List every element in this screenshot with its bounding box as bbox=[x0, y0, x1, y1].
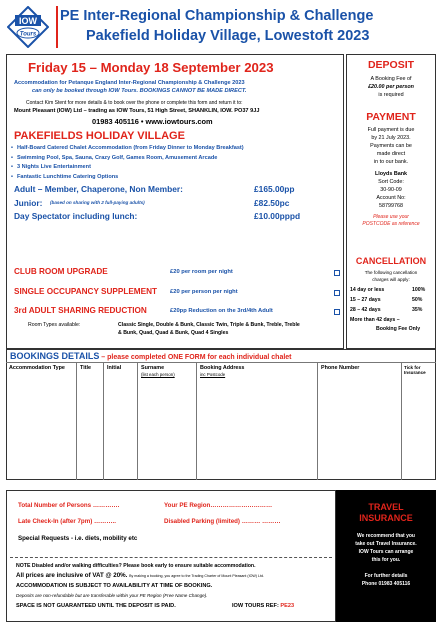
contact-line1: Contact Kim Stent for more details & to book over the phone or complete this form and return it to: bbox=[26, 100, 243, 106]
deposit-line: is required bbox=[378, 92, 404, 98]
travel-contact bbox=[336, 572, 436, 588]
col-surname: Surname bbox=[141, 365, 165, 371]
price-spectator-value: £10.00pppd bbox=[254, 211, 301, 221]
travel-recommendation bbox=[336, 532, 436, 564]
price-junior-value: £82.50pc bbox=[254, 198, 290, 208]
space-note: SPACE IS NOT GUARANTEED UNTIL THE DEPOSIT IS PAID. bbox=[16, 603, 176, 609]
cancellation-intro1: The following cancellation bbox=[364, 270, 418, 275]
price-adult-label: Adult – Member, Chaperone, Non Member: bbox=[14, 184, 183, 194]
contact-phone-web: 01983 405116 • www.iowtours.com bbox=[92, 117, 213, 126]
upgrade-club-price: £20 per room per night bbox=[170, 269, 233, 275]
payment-heading: PAYMENT bbox=[366, 111, 416, 123]
cancel-charge: 100% bbox=[412, 287, 426, 293]
col-divider bbox=[103, 362, 104, 480]
col-divider bbox=[196, 362, 197, 480]
feature-item: • 3 Nights Live Entertainment bbox=[18, 163, 244, 173]
upgrade-club-checkbox[interactable] bbox=[334, 270, 340, 276]
cancel-more-than: More than 42 days – bbox=[350, 317, 400, 323]
travel-details1: For further details bbox=[364, 573, 408, 579]
payment-terms-panel bbox=[346, 54, 436, 349]
upgrade-third-adult-price: £20pp Reduction on the 3rd/4th Adult bbox=[170, 308, 273, 314]
sort-code-label: Sort Code: bbox=[378, 179, 404, 185]
cancel-charge: 35% bbox=[412, 307, 423, 313]
cancellation-heading: CANCELLATION bbox=[355, 256, 427, 266]
travel-details2: Phone 01983 405116 bbox=[361, 581, 411, 587]
page-title-line2: Pakefield Holiday Village, Lowestoft 2023 bbox=[86, 28, 370, 44]
bank-name: Lloyds Bank bbox=[374, 171, 408, 177]
booking-subheading: – please completed ONE FORM for each individual chalet bbox=[99, 354, 292, 361]
col-title: Title bbox=[80, 365, 91, 371]
booking-heading-line bbox=[10, 351, 292, 361]
booking-heading: BOOKINGS DETAILS bbox=[10, 351, 100, 361]
special-requests-field[interactable]: Special Requests - i.e. diets, mobility etc bbox=[18, 535, 138, 542]
col-tick-insurance: Tick for Insurance bbox=[404, 365, 426, 375]
travel-heading1: TRAVEL bbox=[368, 502, 404, 512]
cancel-period: 15 – 27 days bbox=[350, 297, 381, 303]
travel-line: take out Travel Insurance. bbox=[355, 541, 417, 547]
col-address-note: inc Postcode bbox=[200, 372, 226, 377]
sort-code-value: 30-90-09 bbox=[380, 187, 402, 193]
feature-item: • Fantastic Lunchtime Catering Options bbox=[18, 173, 244, 183]
charter-note: By making a booking, you agree to the Trading Charter of Mount Pleasant (IOW) Ltd. bbox=[129, 574, 264, 578]
ref-value: PE23 bbox=[280, 603, 295, 609]
special-requests-line bbox=[10, 557, 332, 558]
cancel-booking-fee-only: Booking Fee Only bbox=[376, 326, 421, 332]
subject-availability: ACCOMMODATION IS SUBJECT TO AVAILABILITY AT TIME OF BOOKING. bbox=[16, 583, 213, 589]
deposits-note: Deposits are non-refundable but are transferable within your PE Region (Free Name Change). bbox=[16, 593, 208, 598]
col-surname-note: (list each person) bbox=[141, 372, 175, 377]
room-types-line1: Classic Single, Double & Bunk, Classic Twin, Triple & Bunk, Treble, Treble bbox=[118, 322, 300, 328]
prices-inclusive: All prices are inclusive of VAT @ 20%. bbox=[16, 572, 128, 579]
upgrade-third-adult-label: 3rd ADULT SHARING REDUCTION bbox=[14, 306, 147, 315]
account-value: 58799768 bbox=[379, 203, 403, 209]
total-persons-field[interactable]: Total Number of Persons …………. bbox=[18, 502, 120, 509]
upgrade-third-adult-checkbox[interactable] bbox=[334, 309, 340, 315]
deposit-line: A Booking Fee of bbox=[370, 76, 412, 82]
travel-line: IOW Tours can arrange bbox=[358, 549, 414, 555]
price-adult-value: £165.00pp bbox=[254, 184, 295, 194]
venue-features-list bbox=[18, 144, 244, 182]
contact-address: Mount Pleasant (IOW) Ltd – trading as IOW Tours, 51 High Street, SHANKLIN, IOW. PO37 9JJ bbox=[14, 108, 260, 114]
logo-bottom-text: Tours bbox=[19, 31, 37, 38]
reference-note2: POSTCODE as reference bbox=[362, 221, 420, 227]
price-junior-label: Junior: bbox=[14, 198, 43, 208]
price-spectator-label: Day Spectator including lunch: bbox=[14, 211, 138, 221]
deposit-amount: £20.00 per person bbox=[368, 84, 414, 90]
prices-vat-line bbox=[16, 572, 264, 579]
upgrade-club-label: CLUB ROOM UPGRADE bbox=[14, 267, 108, 276]
venue-heading: PAKEFIELDS HOLIDAY VILLAGE bbox=[14, 130, 185, 142]
cancel-charge: 50% bbox=[412, 297, 423, 303]
account-label: Account No: bbox=[376, 195, 406, 201]
accommodation-line1: Accommodation for Petanque England Inter-Regional Championship & Challenge 2023 bbox=[14, 80, 245, 86]
cancel-period: 28 – 42 days bbox=[350, 307, 381, 313]
col-initial: Initial bbox=[107, 365, 122, 371]
pe-region-field[interactable]: Your PE Region………………………… bbox=[164, 502, 273, 509]
iow-tours-logo bbox=[7, 6, 49, 48]
upgrade-single-label: SINGLE OCCUPANCY SUPPLEMENT bbox=[14, 287, 157, 296]
booking-grid-top bbox=[6, 362, 436, 363]
page-title-line1: PE Inter-Regional Championship & Challenge bbox=[60, 8, 374, 24]
upgrade-single-checkbox[interactable] bbox=[334, 290, 340, 296]
accommodation-line2: can only be booked through IOW Tours. BOOKINGS CANNOT BE MADE DIRECT. bbox=[32, 88, 247, 94]
travel-heading2: INSURANCE bbox=[359, 513, 413, 523]
disabled-parking-field[interactable]: Disabled Parking (limited) ……… ……… bbox=[164, 518, 281, 525]
deposit-heading: DEPOSIT bbox=[367, 59, 415, 71]
note-disabled: NOTE Disabled and/or walking difficulties? Please book early to ensure suitable accommodation. bbox=[16, 563, 256, 569]
col-accommodation-type: Accommodation Type bbox=[9, 365, 65, 371]
col-divider bbox=[76, 362, 77, 480]
reference-note1: Please use your bbox=[373, 214, 409, 220]
cancellation-intro2: charges will apply: bbox=[372, 277, 410, 282]
room-types-line2: & Bunk, Quad, Quad & Bunk, Quad 4 Singles bbox=[118, 330, 229, 336]
travel-line: this for you. bbox=[371, 557, 401, 563]
travel-insurance-panel bbox=[336, 490, 436, 622]
tour-reference bbox=[232, 603, 294, 609]
room-types-label: Room Types available: bbox=[28, 322, 81, 328]
feature-item: • Half-Board Catered Chalet Accommodation (from Friday Dinner to Monday Breakfast) bbox=[18, 144, 244, 154]
col-booking-address: Booking Address bbox=[200, 365, 245, 371]
late-checkin-field[interactable]: Late Check-In (after 7pm) ……….. bbox=[18, 518, 116, 525]
payment-line: in to our bank. bbox=[373, 159, 409, 165]
price-junior-note: (based on sharing with 2 full-paying adults) bbox=[50, 200, 145, 205]
cancel-period: 14 day or less bbox=[350, 287, 385, 293]
payment-line: Full payment is due bbox=[367, 127, 415, 133]
payment-line: Payments can be bbox=[370, 143, 412, 149]
col-phone-number: Phone Number bbox=[321, 365, 360, 371]
event-dates: Friday 15 – Monday 18 September 2023 bbox=[28, 60, 274, 75]
ref-label: IOW TOURS REF: bbox=[232, 603, 279, 609]
header-red-rule bbox=[56, 6, 58, 48]
logo-top-text: IOW bbox=[19, 16, 37, 26]
travel-line: We recommend that you bbox=[357, 533, 415, 539]
col-divider bbox=[401, 362, 402, 480]
payment-line: by 21 July 2023. bbox=[371, 135, 411, 141]
col-divider bbox=[317, 362, 318, 480]
col-divider bbox=[137, 362, 138, 480]
upgrade-single-price: £20 per person per night bbox=[170, 289, 238, 295]
feature-item: • Swimming Pool, Spa, Sauna, Crazy Golf, Games Room, Amusement Arcade bbox=[18, 154, 244, 164]
payment-line: made direct bbox=[376, 151, 406, 157]
